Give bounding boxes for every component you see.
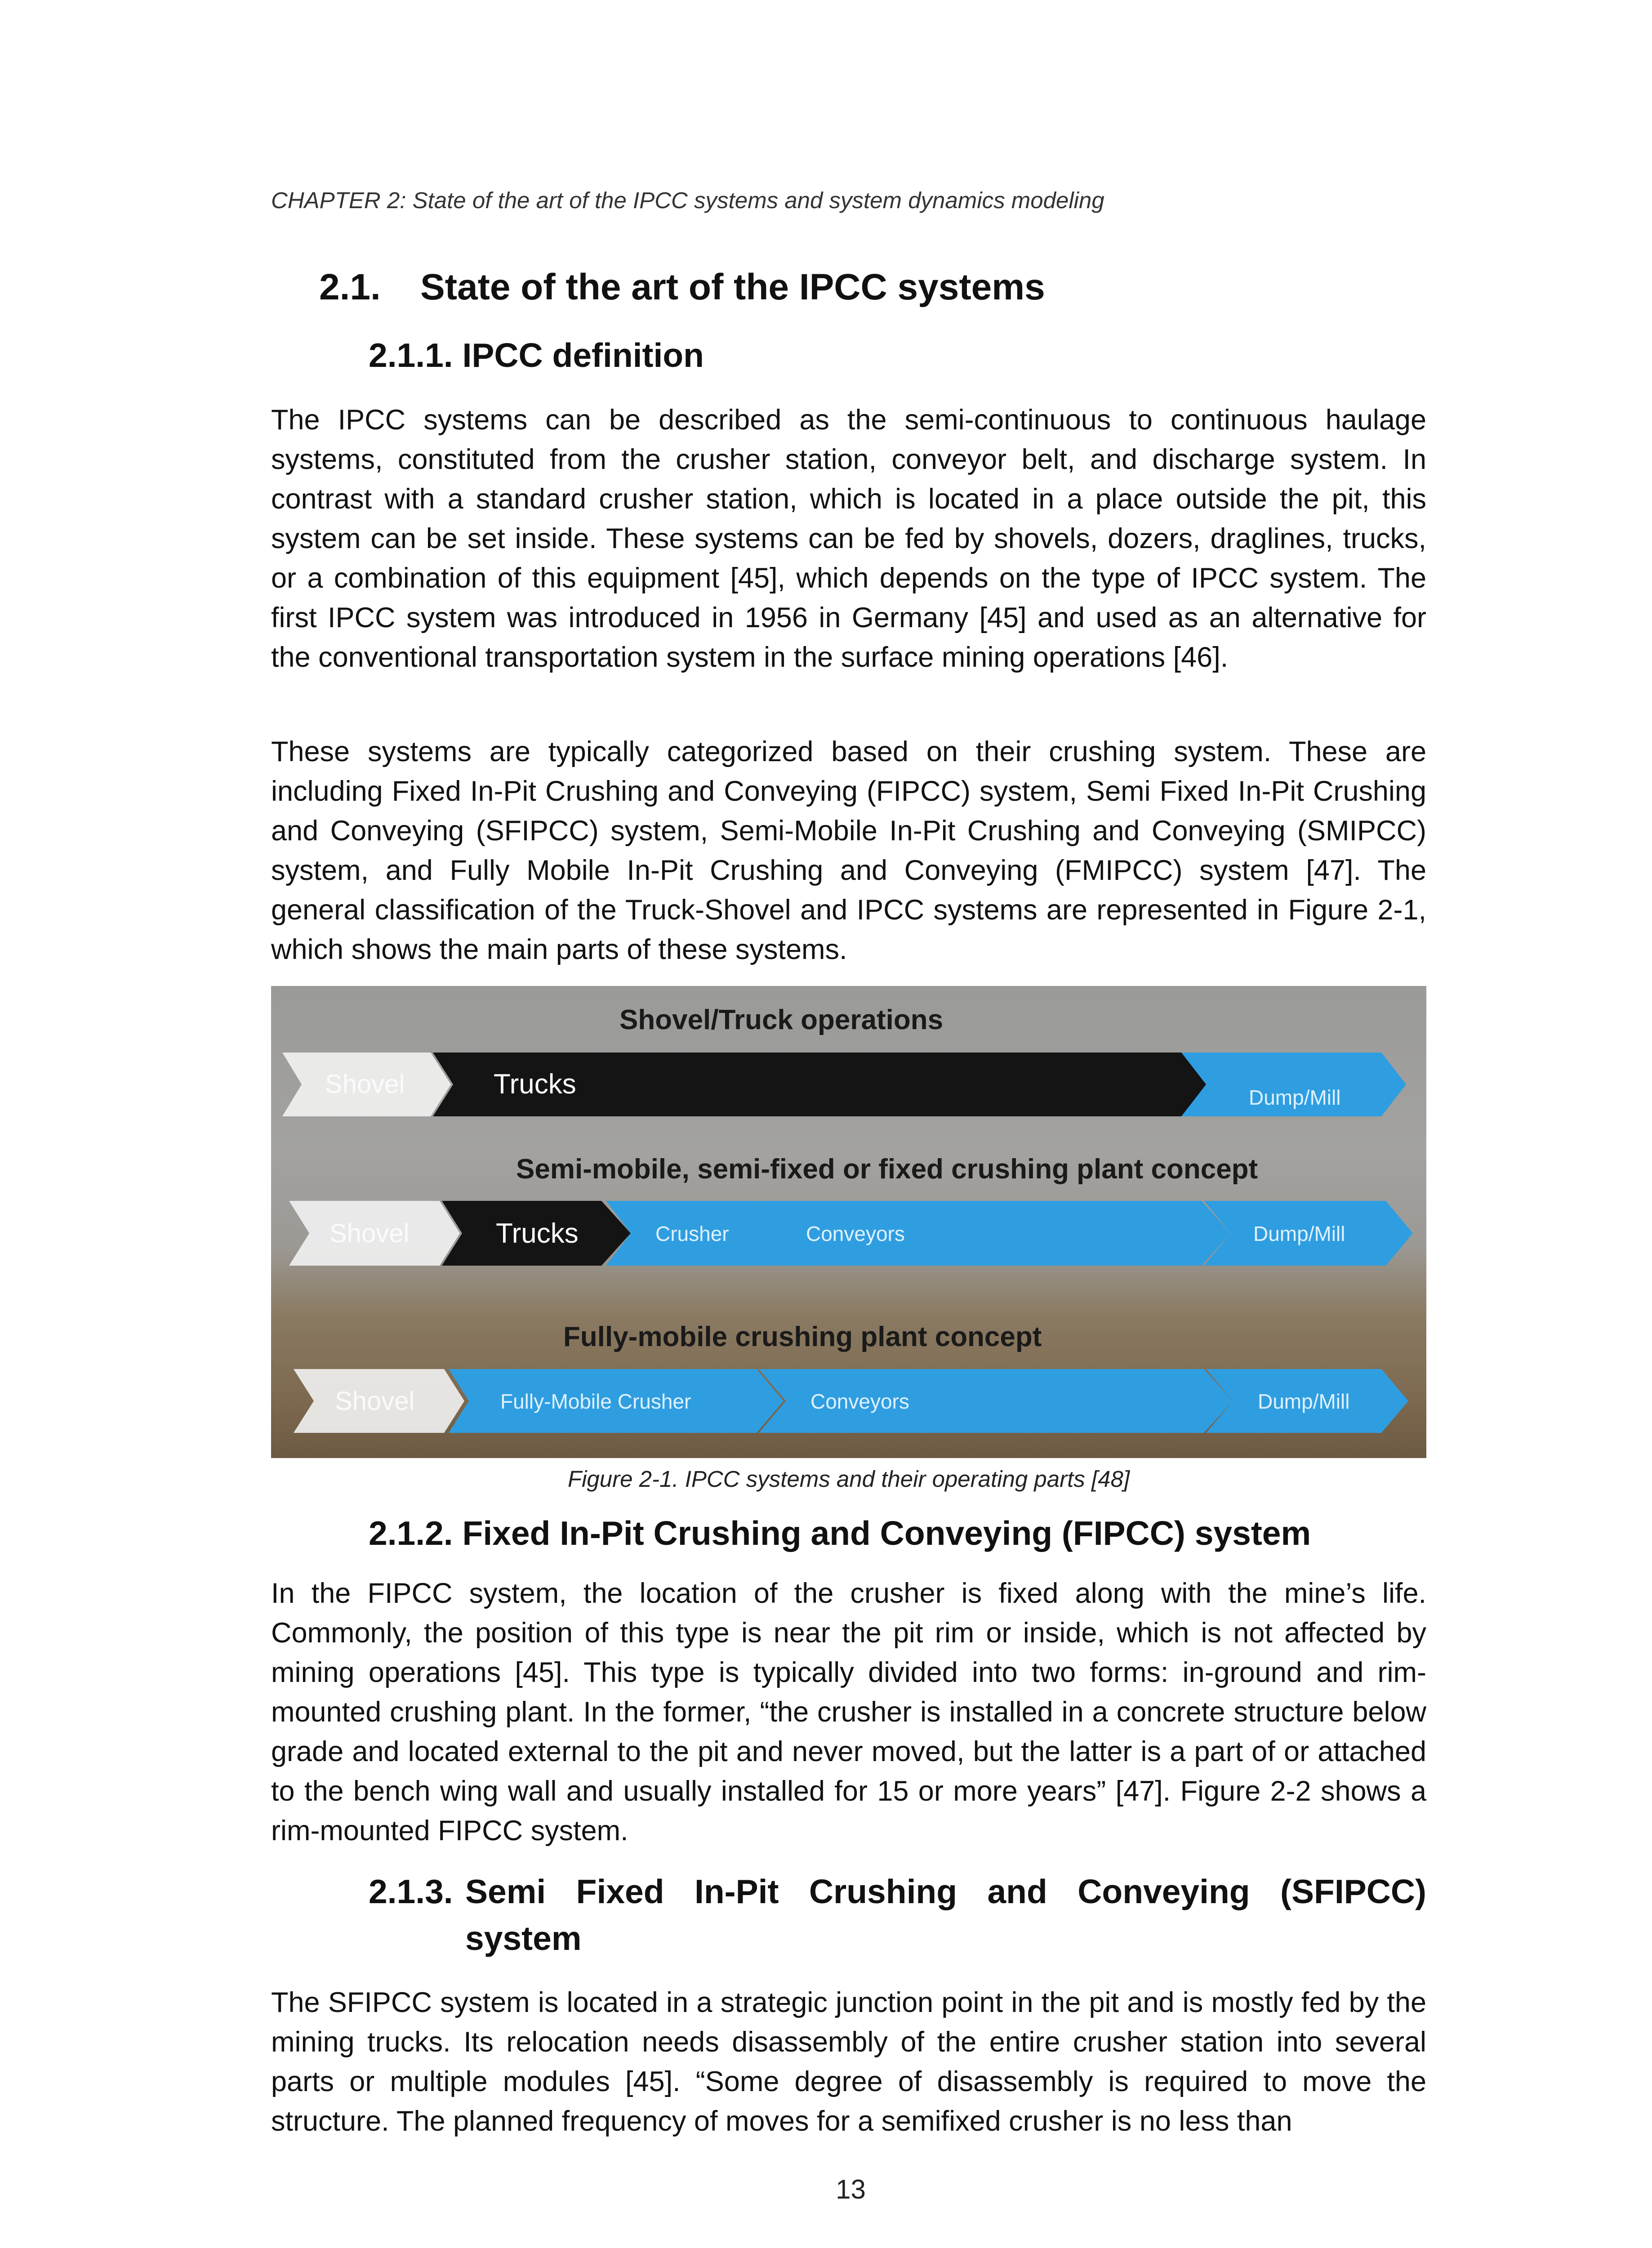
row3-dump-label: Dump/Mill (1258, 1390, 1350, 1413)
row2-trucks-label: Trucks (496, 1218, 579, 1249)
row3-crusher-label: Fully-Mobile Crusher (500, 1390, 691, 1413)
paragraph-fipcc: In the FIPCC system, the location of the crusher is fixed along with the mine’s life. Commonly, the position of this type is near the pit rim or inside, which is not affected by mining operations [45]. This type is typically divided into two forms: in-ground and rim-mounted crushing plant. In the former, “the crusher is installed in a concrete structure below grade and located external to the pit and never moved, but the latter is a part of or attached to the bench wing wall and usually installed for 15 or more years” [47]. Figure 2-2 shows a rim-mounted FIPCC system. (271, 1578, 1426, 1847)
subsection-heading-ipcc-definition (369, 335, 704, 375)
row3-shovel-label: Shovel (335, 1387, 415, 1416)
figure-caption: Figure 2-1. IPCC systems and their operating parts [48] (567, 1466, 1130, 1492)
subsection-title-line2: system (465, 1919, 582, 1957)
subsection-heading-sfipcc (369, 1868, 1427, 1962)
subsection-number: 2.1.3. (369, 1873, 453, 1910)
row3-conveyors-label: Conveyors (810, 1390, 909, 1413)
row1-dump-label: Dump/Mill (1249, 1086, 1341, 1109)
paragraph-sfipcc: The SFIPCC system is located in a strategic junction point in the pit and is mostly fed by the mining trucks. Its relocation needs disassembly of the entire crusher station into several parts or multiple modules [45]. “Some degree of disassembly is required to move the structure. The planned frequency of moves for a semifixed crusher is no less than (271, 1987, 1426, 2137)
subsection-number: 2.1.1. (369, 336, 453, 374)
row2-crusher-label: Crusher (655, 1222, 729, 1245)
section-title: State of the art of the IPCC systems (420, 267, 1045, 308)
figure-heading-shovel-truck: Shovel/Truck operations (619, 1004, 944, 1035)
section-number: 2.1. (319, 267, 381, 308)
subsection-number: 2.1.2. (369, 1514, 453, 1552)
row2-conveyors-label: Conveyors (806, 1222, 905, 1245)
subsection-heading-fipcc (369, 1513, 1311, 1553)
running-head: CHAPTER 2: State of the art of the IPCC systems and system dynamics modeling (271, 187, 1104, 213)
figure-heading-semi-mobile: Semi-mobile, semi-fixed or fixed crushing plant concept (516, 1154, 1258, 1185)
paragraph-ipcc-definition: The IPCC systems can be described as the semi-continuous to continuous haulage systems, constituted from the crusher station, conveyor belt, and discharge system. In contrast with a standard crusher station, which is located in a place outside the pit, this system can be set inside. These systems can be fed by shovels, dozers, draglines, trucks, or a combination of this equipment [45], which depends on the type of IPCC system. The first IPCC system was introduced in 1956 in Germany [45] and used as an alternative for the conventional transportation system in the surface mining operations [46]. (271, 404, 1426, 673)
figure-ipcc-systems (271, 986, 1426, 1458)
page-number: 13 (836, 2174, 866, 2204)
subsection-title-line1: Semi Fixed In-Pit Crushing and Conveying (SFIPCC) (465, 1873, 1426, 1910)
figure-heading-fully-mobile: Fully-mobile crushing plant concept (563, 1321, 1042, 1352)
row1-trucks-label: Trucks (494, 1069, 576, 1100)
row2-shovel-label: Shovel (330, 1219, 410, 1248)
row1-shovel-label: Shovel (325, 1070, 405, 1099)
paragraph-ipcc-classification: These systems are typically categorized based on their crushing system. These are including Fixed In-Pit Crushing and Conveying (FIPCC) system, Semi Fixed In-Pit Crushing and Conveying (SFIPCC) system, Semi-Mobile In-Pit Crushing and Conveying (SMIPCC) system, and Fully Mobile In-Pit Crushing and Conveying (FMIPCC) system [47]. The general classification of the Truck-Shovel and IPCC systems are represented in Figure 2-1, which shows the main parts of these systems. (271, 736, 1426, 965)
row2-dump-label: Dump/Mill (1253, 1222, 1345, 1245)
subsection-title: IPCC definition (462, 336, 704, 374)
section-heading (319, 265, 1045, 309)
subsection-title: Fixed In-Pit Crushing and Conveying (FIPCC) system (462, 1514, 1311, 1552)
